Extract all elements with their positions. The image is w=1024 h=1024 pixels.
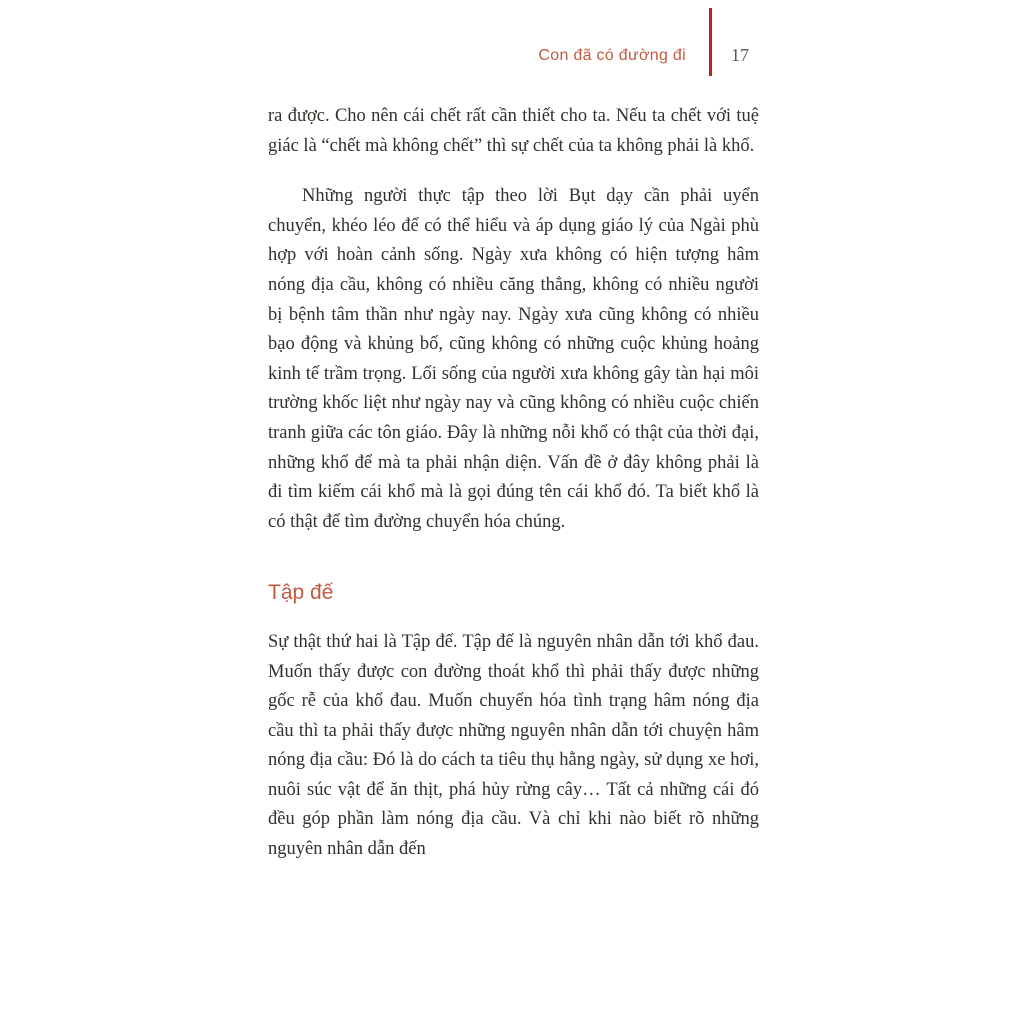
section-heading: Tập đế bbox=[268, 581, 334, 605]
body-text-block bbox=[268, 102, 759, 865]
paragraph-continuation: ra được. Cho nên cái chết rất cần thiết cho ta. Nếu ta chết với tuệ giác là “chết mà không chết” thì sự chết của ta không phải là khổ. bbox=[268, 106, 759, 156]
header-divider-rule bbox=[709, 8, 712, 76]
page-number: 17 bbox=[731, 45, 749, 65]
paragraph: Sự thật thứ hai là Tập đế. Tập đế là nguyên nhân dẫn tới khổ đau. Muốn thấy được con đường thoát khổ thì phải thấy được những gốc rễ của khổ đau. Muốn chuyển hóa tình trạng hâm nóng địa cầu thì ta phải thấy được những nguyên nhân dẫn tới chuyện hâm nóng địa cầu: Đó là do cách ta tiêu thụ hằng ngày, sử dụng xe hơi, nuôi súc vật để ăn thịt, phá hủy rừng cây… Tất cả những cái đó đều góp phần làm nóng địa cầu. Và chỉ khi nào biết rõ những nguyên nhân dẫn đến bbox=[268, 631, 759, 860]
running-title: Con đã có đường đi bbox=[538, 47, 686, 64]
page-header bbox=[0, 0, 1024, 90]
paragraph: Những người thực tập theo lời Bụt dạy cần phải uyển chuyển, khéo léo để có thể hiểu và áp dụng giáo lý của Ngài phù hợp với hoàn cảnh sống. Ngày xưa không có hiện tượng hâm nóng địa cầu, không có nhiều căng thẳng, không có nhiều người bị bệnh tâm thần như ngày nay. Ngày xưa cũng không có nhiều bạo động và khủng bố, cũng không có những cuộc khủng hoảng kinh tế trầm trọng. Lối sống của người xưa không gây tàn hại môi trường khốc liệt như ngày nay và cũng không có nhiều cuộc chiến tranh giữa các tôn giáo. Đây là những nỗi khổ có thật của thời đại, những khổ để mà ta phải nhận diện. Vấn đề ở đây không phải là đi tìm kiếm cái khổ mà là gọi đúng tên cái khổ đó. Ta biết khổ là có thật để tìm đường chuyển hóa chúng. bbox=[268, 186, 759, 532]
